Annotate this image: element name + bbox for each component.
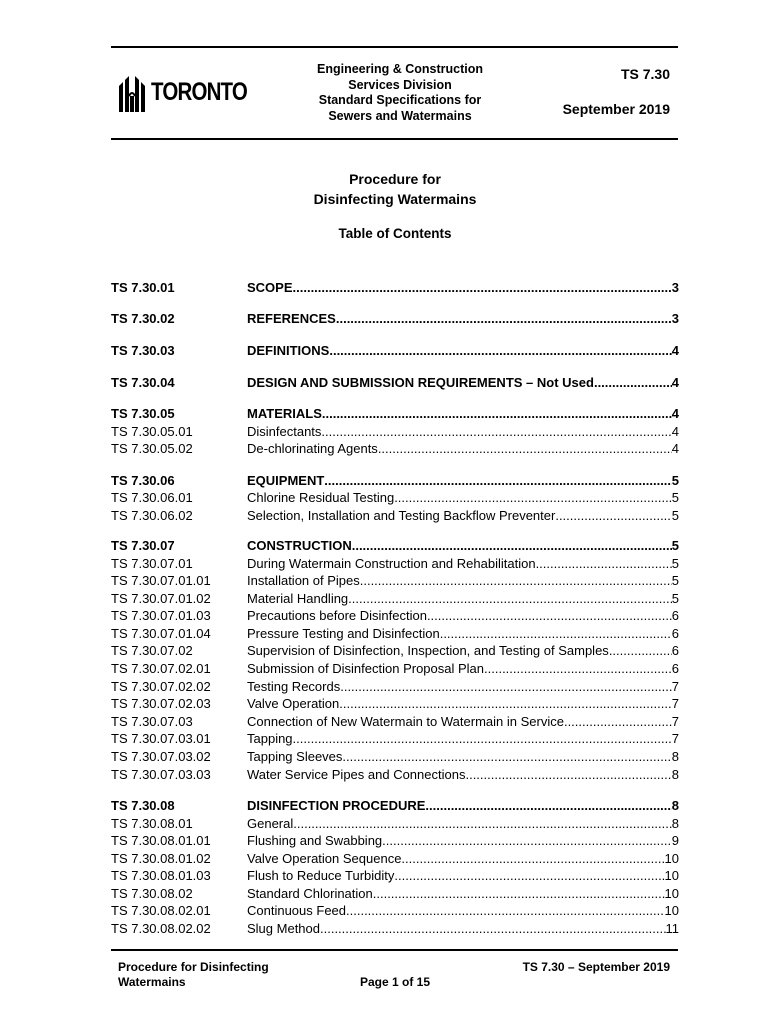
toc-entry-page: 4	[671, 375, 679, 390]
toc-entry-number: TS 7.30.08.01	[111, 816, 193, 831]
toc-entry-page: 5	[671, 473, 679, 488]
toc-entry-page: 7	[671, 679, 679, 694]
toc-leader-dots	[440, 625, 672, 643]
toc-entry-title: During Watermain Construction and Rehabilitation	[247, 556, 536, 571]
toc-leader-dots	[322, 405, 672, 423]
toc-entry-title: General	[247, 816, 294, 831]
toc-entry-title: Valve Operation	[247, 696, 340, 711]
toc-leader-dots	[609, 642, 672, 660]
toc-leader-dots	[320, 920, 666, 938]
toc-leader-dots	[378, 440, 672, 458]
toc-entry-number: TS 7.30.05.02	[111, 441, 193, 456]
department-line: Standard Specifications for	[318, 93, 482, 107]
toc-entry	[111, 472, 679, 490]
toc-entry-number: TS 7.30.07.02.01	[111, 661, 211, 676]
toc-entry-page: 5	[671, 573, 679, 588]
department-line: Services Division	[348, 77, 452, 92]
toc-entry	[111, 902, 679, 920]
toc-entry-page: 5	[671, 591, 679, 606]
toc-entry	[111, 625, 679, 643]
toc-entry-number: TS 7.30.08.02.02	[111, 921, 211, 936]
footer-doc-ref: TS 7.30 – September 2019	[522, 960, 670, 974]
toc-entry	[111, 920, 679, 938]
toc-entry-number: TS 7.30.07.03.03	[111, 767, 211, 782]
toc-leader-dots	[360, 572, 672, 590]
toc-entry-page: 5	[671, 556, 679, 571]
toc-entry-number: TS 7.30.07.01	[111, 556, 193, 571]
department-line: Sewers and Watermains	[328, 108, 472, 123]
toc-entry-title: SCOPE	[247, 280, 293, 295]
toc-entry-number: TS 7.30.08.01.03	[111, 868, 211, 883]
toc-entry	[111, 489, 679, 507]
toc-entry	[111, 832, 679, 850]
department-line: Engineering & Construction	[317, 62, 483, 76]
toc-entry-number: TS 7.30.08.02	[111, 886, 193, 901]
toc-leader-dots	[321, 423, 671, 441]
toc-entry-number: TS 7.30.08.01.01	[111, 833, 211, 848]
toc-entry-page: 4	[671, 424, 679, 439]
toc-entry-page: 11	[665, 921, 679, 936]
toc-entry-title: Supervision of Disinfection, Inspection, and Testing of Samples	[247, 643, 609, 658]
toc-entry-number: TS 7.30.05.01	[111, 424, 193, 439]
toc-entry-page: 6	[671, 626, 679, 641]
toc-entry-page: 9	[671, 833, 679, 848]
toc-entry-number: TS 7.30.06.01	[111, 490, 193, 505]
toc-leader-dots	[536, 555, 672, 573]
toc-entry	[111, 642, 679, 660]
toc-entry-title: Precautions before Disinfection	[247, 608, 427, 623]
toc-entry-page: 7	[671, 696, 679, 711]
toc-entry-number: TS 7.30.07.02.03	[111, 696, 211, 711]
toronto-logo	[117, 72, 268, 112]
toc-entry-page: 10	[664, 903, 679, 918]
title-line: Procedure for	[349, 171, 441, 187]
document-number: TS 7.30	[620, 66, 670, 82]
toc-entry-number: TS 7.30.06.02	[111, 508, 193, 523]
toc-leader-dots	[324, 472, 671, 490]
toc-entry	[111, 660, 679, 678]
toc-entry-number: TS 7.30.06	[111, 473, 175, 488]
toc-entry-page: 10	[664, 886, 679, 901]
toc-entry-title: Tapping Sleeves	[247, 749, 343, 764]
toc-entry	[111, 797, 679, 815]
toc-entry-number: TS 7.30.03	[111, 343, 175, 358]
toc-entry	[111, 279, 679, 297]
toc-entry-number: TS 7.30.07.01.01	[111, 573, 211, 588]
toc-entry-title: Pressure Testing and Disinfection	[247, 626, 440, 641]
toc-entry-title: EQUIPMENT	[247, 473, 325, 488]
toc-entry	[111, 678, 679, 696]
toc-entry-page: 4	[671, 343, 679, 358]
toc-entry	[111, 766, 679, 784]
toc-entry	[111, 555, 679, 573]
toc-entry	[111, 507, 679, 525]
toc-leader-dots	[394, 489, 672, 507]
toc-entry-title: Flushing and Swabbing	[247, 833, 383, 848]
city-hall-icon	[117, 72, 147, 112]
footer-rule	[111, 949, 678, 951]
toc-entry	[111, 310, 679, 328]
toc-leader-dots	[346, 902, 665, 920]
title-line: Disinfecting Watermains	[313, 191, 477, 207]
toc-entry-number: TS 7.30.08	[111, 798, 175, 813]
toc-leader-dots	[348, 590, 672, 608]
toc-entry-title: DESIGN AND SUBMISSION REQUIREMENTS – Not Used	[247, 375, 594, 390]
toc-entry	[111, 730, 679, 748]
footer-document-title	[118, 960, 269, 990]
toc-entry-page: 5	[671, 508, 679, 523]
logo-wordmark: TORONTO	[151, 77, 248, 106]
toc-entry	[111, 537, 679, 555]
toc-entry-title: Flush to Reduce Turbidity	[247, 868, 395, 883]
toc-entry-title: Water Service Pipes and Connections	[247, 767, 466, 782]
toc-leader-dots	[373, 885, 665, 903]
toc-entry-title: Selection, Installation and Testing Backflow Preventer	[247, 508, 556, 523]
toc-entry-number: TS 7.30.07	[111, 538, 175, 553]
toc-entry	[111, 748, 679, 766]
toc-entry-number: TS 7.30.07.01.02	[111, 591, 211, 606]
toc-leader-dots	[427, 607, 672, 625]
toc-entry	[111, 607, 679, 625]
toc-entry-title: DISINFECTION PROCEDURE	[247, 798, 426, 813]
toc-entry	[111, 440, 679, 458]
toc-leader-dots	[394, 867, 664, 885]
toc-entry-title: DEFINITIONS	[247, 343, 330, 358]
document-title	[200, 169, 590, 209]
footer-title-line: Watermains	[118, 975, 186, 989]
toc-leader-dots	[594, 374, 672, 392]
toc-leader-dots	[293, 279, 672, 297]
toc-entry-number: TS 7.30.08.01.02	[111, 851, 211, 866]
toc-entry	[111, 374, 679, 392]
toc-entry-number: TS 7.30.05	[111, 406, 175, 421]
footer-title-line: Procedure for Disinfecting	[118, 960, 269, 974]
toc-entry-number: TS 7.30.07.01.04	[111, 626, 211, 641]
toc-entry-number: TS 7.30.07.03.02	[111, 749, 211, 764]
toc-entry-number: TS 7.30.07.03.01	[111, 731, 211, 746]
toc-leader-dots	[329, 342, 671, 360]
toc-leader-dots	[336, 310, 672, 328]
toc-leader-dots	[425, 797, 671, 815]
toc-entry-page: 4	[671, 406, 679, 421]
toc-entry-page: 8	[671, 816, 679, 831]
toc-leader-dots	[293, 815, 672, 833]
toc-entry-number: TS 7.30.02	[111, 311, 175, 326]
toc-entry-title: Tapping	[247, 731, 293, 746]
toc-leader-dots	[465, 766, 671, 784]
toc-leader-dots	[293, 730, 672, 748]
toc-leader-dots	[564, 713, 672, 731]
toc-entry	[111, 405, 679, 423]
toc-entry-page: 3	[671, 311, 679, 326]
toc-entry-page: 7	[671, 731, 679, 746]
toc-leader-dots	[555, 507, 671, 525]
toc-entry-page: 8	[671, 798, 679, 813]
toc-entry-title: Material Handling	[247, 591, 349, 606]
toc-entry-title: Valve Operation Sequence	[247, 851, 402, 866]
toc-entry	[111, 815, 679, 833]
toc-entry	[111, 850, 679, 868]
toc-leader-dots	[342, 748, 671, 766]
top-rule	[111, 46, 678, 48]
toc-entry-title: Disinfectants	[247, 424, 322, 439]
toc-entry-title: Installation of Pipes	[247, 573, 360, 588]
toc-entry-page: 8	[671, 749, 679, 764]
toc-entry-title: CONSTRUCTION	[247, 538, 352, 553]
page-number: Page 1 of 15	[359, 975, 431, 989]
toc-entry-number: TS 7.30.01	[111, 280, 175, 295]
toc-leader-dots	[382, 832, 672, 850]
toc-entry-number: TS 7.30.07.02.02	[111, 679, 211, 694]
toc-entry-title: MATERIALS	[247, 406, 322, 421]
toc-entry-number: TS 7.30.04	[111, 375, 175, 390]
toc-entry	[111, 572, 679, 590]
toc-leader-dots	[339, 695, 672, 713]
toc-entry-title: De-chlorinating Agents	[247, 441, 378, 456]
toc-entry-page: 10	[664, 851, 679, 866]
toc-entry-number: TS 7.30.08.02.01	[111, 903, 211, 918]
toc-entry-title: Submission of Disinfection Proposal Plan	[247, 661, 485, 676]
toc-entry-page: 7	[671, 714, 679, 729]
toc-entry-title: Testing Records	[247, 679, 341, 694]
toc-entry-page: 4	[671, 441, 679, 456]
toc-entry	[111, 867, 679, 885]
toc-leader-dots	[484, 660, 672, 678]
toc-entry-page: 5	[671, 538, 679, 553]
toc-leader-dots	[340, 678, 672, 696]
toc-entry-title: Continuous Feed	[247, 903, 347, 918]
toc-entry-number: TS 7.30.07.03	[111, 714, 193, 729]
toc-entry-page: 10	[664, 868, 679, 883]
toc-entry-page: 6	[671, 661, 679, 676]
toc-entry	[111, 342, 679, 360]
toc-leader-dots	[401, 850, 664, 868]
toc-entry-title: Standard Chlorination	[247, 886, 373, 901]
toc-entry-title: Connection of New Watermain to Watermain in Service	[247, 714, 564, 729]
toc-entry-page: 3	[671, 280, 679, 295]
toc-entry-page: 5	[671, 490, 679, 505]
toc-entry	[111, 885, 679, 903]
toc-entry-page: 6	[671, 643, 679, 658]
toc-entry-title: Chlorine Residual Testing	[247, 490, 395, 505]
toc-entry	[111, 590, 679, 608]
department-block	[290, 62, 510, 124]
toc-entry	[111, 713, 679, 731]
toc-entry	[111, 423, 679, 441]
toc-leader-dots	[352, 537, 672, 555]
header-rule	[111, 138, 678, 140]
toc-entry-number: TS 7.30.07.02	[111, 643, 193, 658]
toc-entry	[111, 695, 679, 713]
toc-entry-number: TS 7.30.07.01.03	[111, 608, 211, 623]
toc-heading: Table of Contents	[338, 226, 452, 241]
toc-entry-title: REFERENCES	[247, 311, 336, 326]
toc-entry-page: 6	[671, 608, 679, 623]
toc-entry-title: Slug Method	[247, 921, 320, 936]
toc-entry-page: 8	[671, 767, 679, 782]
document-date: September 2019	[562, 101, 670, 117]
